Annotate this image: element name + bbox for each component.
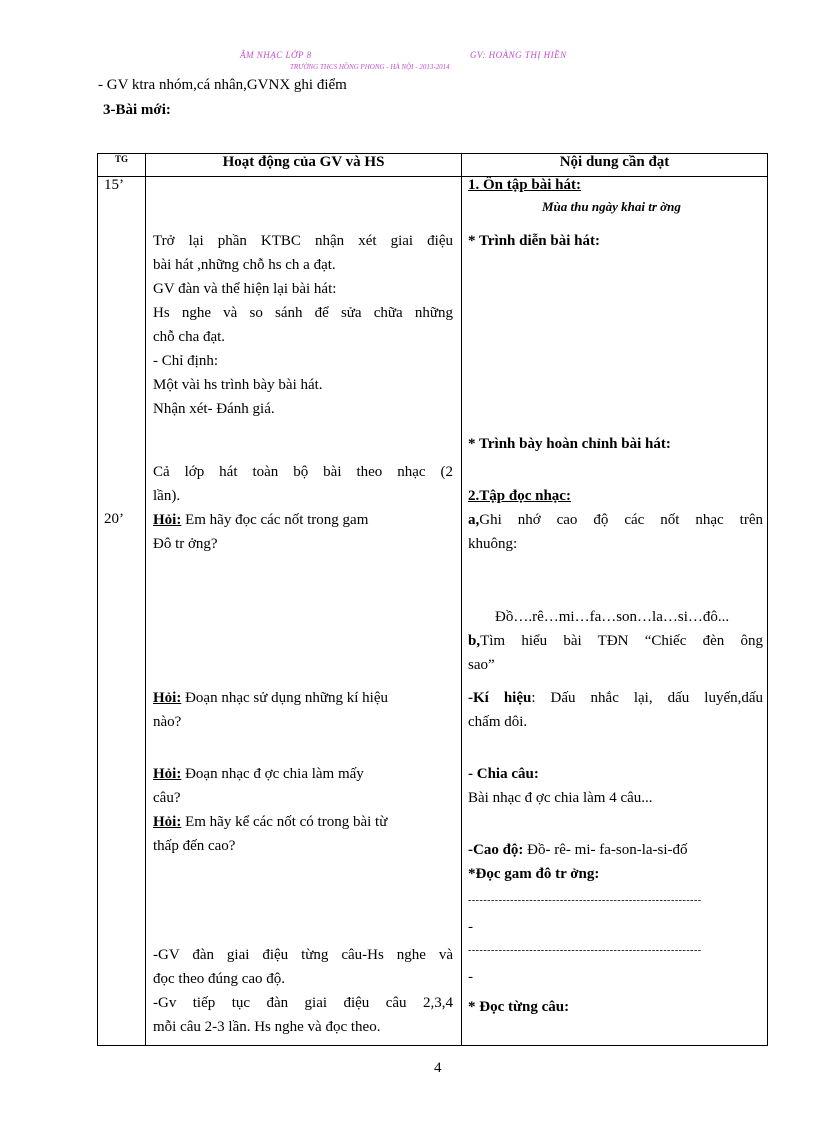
activity-line: Đô tr ởng? — [153, 536, 218, 552]
perform-heading: * Trình diễn bài hát: — [468, 233, 600, 249]
division-heading: - Chia câu: — [468, 766, 539, 782]
activity-line: GV đàn và thể hiện lại bài hát: — [153, 281, 337, 297]
page-number: 4 — [434, 1060, 442, 1076]
activity-line: lần). — [153, 488, 181, 504]
question-label: Hỏi: — [153, 512, 182, 528]
header-activity: Hoạt động của GV và HS — [146, 154, 462, 177]
question-text: Em hãy đọc các nốt trong gam — [181, 512, 369, 528]
activity-line: - Chỉ định: — [153, 353, 219, 369]
note-sequence: Đồ….rê…mi…fa…son…la…si…đô... — [495, 609, 730, 625]
content-text: Tìm hiểu bài TĐN “Chiếc đèn ông — [480, 633, 763, 649]
activity-line: chỗ cha đạt. — [153, 329, 226, 345]
content-label: -Cao độ: — [468, 842, 524, 858]
activity-line: mỗi câu 2-3 lần. Hs nghe và đọc theo. — [153, 1019, 381, 1035]
scale-heading: *Đọc gam đô tr ởng: — [468, 866, 600, 882]
activity-column — [146, 177, 462, 1046]
activity-line: Cả lớp hát toàn bộ bài theo nhạc (2 — [153, 464, 453, 480]
activity-line: nào? — [153, 714, 182, 730]
activity-line: đọc theo đúng cao độ. — [153, 971, 286, 987]
intro-line: - GV ktra nhóm,cá nhân,GVNX ghi điểm — [98, 77, 347, 93]
activity-line: Một vài hs trình bày bài hát. — [153, 377, 323, 393]
header-tg: TG — [98, 154, 146, 177]
symbols — [468, 686, 763, 710]
complete-heading: * Trình bày hoàn chỉnh bài hát: — [468, 436, 671, 452]
time-column — [98, 177, 146, 1046]
activity-line: Hs nghe và so sánh để sửa chữa những — [153, 305, 453, 321]
each-sentence-heading: * Đọc từng câu: — [468, 999, 570, 1015]
section-heading: 3-Bài mới: — [103, 102, 171, 118]
section-review: 1. Ôn tập bài hát: — [468, 177, 581, 193]
header-sub: TRƯỜNG THCS HỒNG PHONG - HÀ NỘI - 2013-2014 — [290, 63, 450, 71]
content-label: a, — [468, 512, 480, 528]
blank-line: ------------------------------------------------------------- — [468, 945, 702, 956]
question-2 — [153, 686, 453, 710]
time-15: 15’ — [104, 177, 124, 193]
song-title: Mùa thu ngày khai tr ờng — [542, 199, 681, 214]
content-a — [468, 508, 763, 532]
blank-line: - — [468, 969, 473, 985]
activity-line: bài hát ,những chỗ hs ch a đạt. — [153, 257, 336, 273]
question-text: Đoạn nhạc sử dụng những kí hiệu — [181, 690, 388, 706]
lesson-table — [97, 153, 768, 1046]
content-text: Đồ- rê- mi- fa-son-la-si-đố — [523, 842, 688, 858]
question-text: Đoạn nhạc đ ợc chia làm mấy — [181, 766, 364, 782]
activity-line: câu? — [153, 790, 181, 806]
section-reading: 2.Tập đọc nhạc: — [468, 488, 571, 504]
activity-line: -GV đàn giai điệu từng câu-Hs nghe và — [153, 947, 453, 963]
question-label: Hỏi: — [153, 766, 182, 782]
question-label: Hỏi: — [153, 814, 182, 830]
content-column — [462, 177, 768, 1046]
content-line: sao” — [468, 657, 495, 673]
blank-line: ------------------------------------------------------------- — [468, 895, 702, 906]
content-text: : Dấu nhắc lại, dấu luyến,dấu — [531, 690, 764, 706]
question-3 — [153, 762, 453, 786]
content-label: -Kí hiệu — [468, 690, 532, 706]
header-left: ÂM NHẠC LỚP 8 — [240, 50, 312, 60]
question-label: Hỏi: — [153, 690, 182, 706]
time-20: 20’ — [104, 511, 124, 527]
activity-line: thấp đến cao? — [153, 838, 236, 854]
content-line: khuông: — [468, 536, 518, 552]
question-1 — [153, 508, 453, 532]
header-right: GV: HOÀNG THỊ HIỀN — [470, 50, 567, 60]
activity-line: Trở lại phần KTBC nhận xét giai điệu — [153, 233, 453, 249]
content-text: Ghi nhớ cao độ các nốt nhạc trên — [479, 512, 763, 528]
question-text: Em hãy kể các nốt có trong bài từ — [181, 814, 388, 830]
content-line: Bài nhạc đ ợc chia làm 4 câu... — [468, 790, 653, 806]
activity-line: Nhận xét- Đánh giá. — [153, 401, 275, 417]
content-line: chấm dôi. — [468, 714, 528, 730]
content-b — [468, 629, 763, 653]
table-body-row — [98, 177, 768, 1046]
pitch-line — [468, 838, 688, 862]
blank-line: - — [468, 919, 473, 935]
activity-line: -Gv tiếp tục đàn giai điệu câu 2,3,4 — [153, 995, 453, 1011]
table-header-row — [98, 154, 768, 177]
question-4 — [153, 810, 453, 834]
header-content: Nội dung cần đạt — [462, 154, 768, 177]
content-label: b, — [468, 633, 481, 649]
